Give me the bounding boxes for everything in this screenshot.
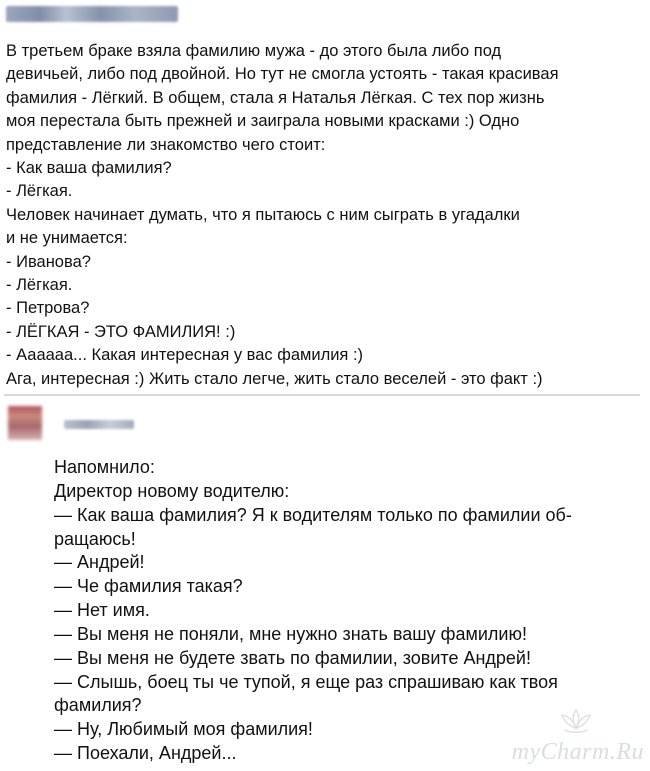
post2-line: — Слышь, боец ты че тупой, я еще раз спрашиваю как твоя: [54, 671, 558, 692]
post2-line: Напомнило:: [54, 457, 155, 477]
post1-line: представление ли знакомство чего стоит:: [6, 135, 326, 154]
post1-line: - Аааааа... Какая интересная у вас фамилия :): [6, 346, 364, 365]
post1-line: - ЛЁГКАЯ - ЭТО ФАМИЛИЯ! :): [6, 322, 236, 341]
post2-line: — Нет имя.: [54, 600, 150, 621]
post1-line: - Петрова?: [6, 299, 90, 318]
post1-author-name-blurred[interactable]: [6, 6, 178, 22]
post1-line: фамилия - Лёгкий. В общем, стала я Наталья Лёгкая. С тех пор жизнь: [6, 88, 545, 107]
post2-line: — Как ваша фамилия? Я к водителям только по фамилии об-: [54, 504, 572, 525]
post1-line: В третьем браке взяла фамилию мужа - до этого была либо под: [6, 42, 502, 60]
post1-line: и не унимается:: [6, 229, 128, 248]
post1-line: - Лёгкая.: [6, 276, 73, 295]
post2-line: ращаюсь!: [54, 528, 136, 549]
post2-line: — Ну, Любимый моя фамилия!: [54, 719, 313, 740]
avatar[interactable]: [8, 406, 42, 440]
post2-author-name-blurred[interactable]: [64, 420, 134, 429]
post2-line: Директор новому водителю:: [54, 480, 290, 501]
post2-line: — Вы меня не поняли, мне нужно знать вашу фамилию!: [54, 623, 527, 644]
post2-line: — Андрей!: [54, 552, 145, 573]
post1-line: - Как ваша фамилия?: [6, 159, 172, 178]
post2-line: — Поехали, Андрей...: [54, 743, 237, 764]
watermark: [494, 706, 644, 766]
watermark-text: myCharm.Ru: [511, 739, 644, 765]
lotus-icon: [556, 706, 596, 736]
post1-text: [6, 40, 636, 391]
post1-line: - Лёгкая.: [6, 182, 73, 201]
post1-line: Ага, интересная :) Жить стало легче, жить стало веселей - это факт :): [6, 369, 543, 388]
post1-line: моя перестала быть прежней и заиграла новыми красками :) Одно: [6, 112, 520, 131]
post2-line: — Вы меня не будете звать по фамилии, зовите Андрей!: [54, 647, 531, 668]
post1-line: - Иванова?: [6, 252, 91, 271]
post1-line: Человек начинает думать, что я пытаюсь с ним сыграть в угадалки: [6, 205, 520, 224]
post-divider: [4, 394, 640, 396]
post1-line: девичьей, либо под двойной. Но тут не смогла устоять - такая красивая: [6, 65, 559, 84]
post2-line: — Че фамилия такая?: [54, 576, 243, 597]
post2-line: фамилия?: [54, 695, 142, 716]
